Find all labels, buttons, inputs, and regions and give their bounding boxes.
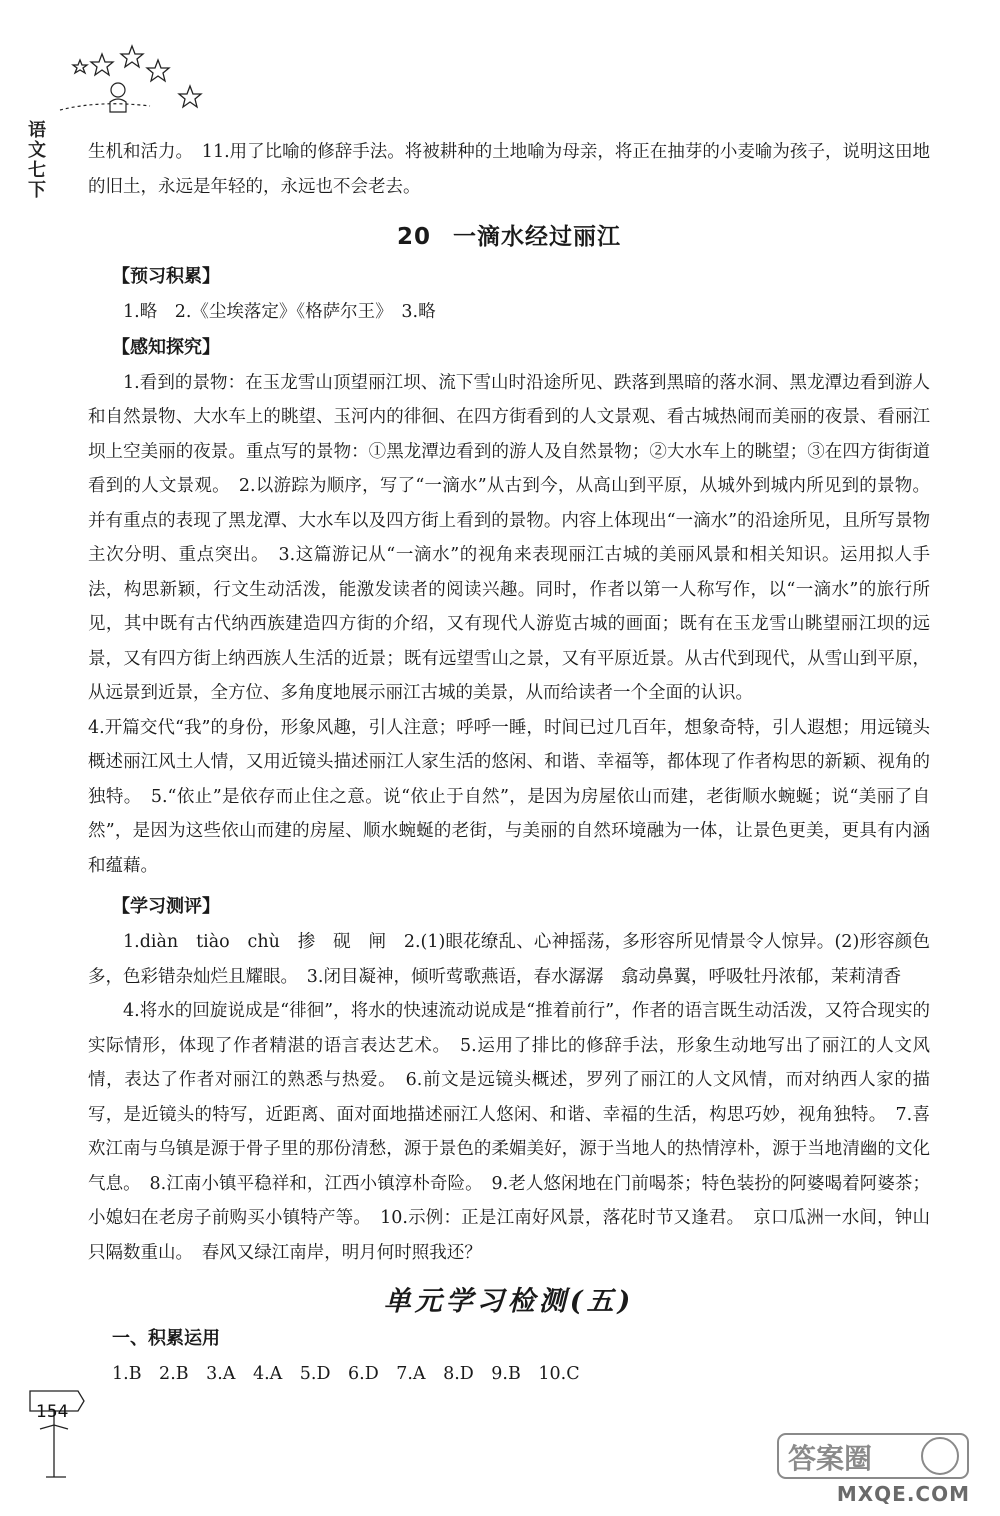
preview-answers: 1.略 2.《尘埃落定》《格萨尔王》 3.略 bbox=[123, 302, 436, 322]
unit-title: 单元学习检测(五) bbox=[383, 1286, 635, 1317]
lesson-number: 20 bbox=[396, 224, 431, 250]
main-content bbox=[88, 135, 930, 1390]
unit-answers: 1.B 2.B 3.A 4.A 5.D 6.D 7.A 8.D 9.B 10.C bbox=[112, 1364, 580, 1384]
stars-decoration-icon bbox=[40, 40, 210, 120]
section-heading-explore: 【感知探究】 bbox=[112, 336, 220, 358]
lesson-title bbox=[88, 218, 930, 251]
intro-paragraph: 生机和活力。 11.用了比喻的修辞手法。将被耕种的土地喻为母亲，将正在抽芽的小麦喻为孩子，说明这田地的旧土，永远是年轻的，永远也不会老去。 bbox=[88, 142, 930, 197]
lesson-title-text: 一滴水经过丽江 bbox=[453, 224, 621, 250]
assess-paragraph-1: 1.diàn tiào chù 掺 砚 闸 2.(1)眼花缭乱、心神摇荡，多形容所见情景令人惊异。(2)形容颜色多，色彩错杂灿烂且耀眼。 3.闭目凝神，倾听莺歌燕语，春水潺潺 翕动鼻翼，呼吸牡丹浓郁，茉莉清香 bbox=[88, 932, 930, 987]
section-heading-assess: 【学习测评】 bbox=[112, 896, 220, 917]
explore-paragraph-1: 1.看到的景物：在玉龙雪山顶望丽江坝、流下雪山时沿途所见、跌落到黑暗的落水洞、黑龙潭边看到游人和自然景物、大水车上的眺望、玉河内的徘徊、在四方街看到的人文景观、看古城热闹而美丽的夜景、看丽江坝上空美丽的夜景。重点写的景物：①黑龙潭边看到的游人及自然景物；②大水车上的眺望；③在四方街街道看到的人文景观。 2.以游踪为顺序，写了“一滴水”从古到今，从高山到平原，从城外到城内所见到的景物。并有重点的表现了黑龙潭、大水车以及四方街上看到的景物。内容上体现出“一滴水”的沿途所见，且所写景物主次分明、重点突出。 3.这篇游记从“一滴水”的视角来表现丽江古城的美丽风景和相关知识。运用拟人手法，构思新颖，行文生动活泼，能激发读者的阅读兴趣。同时，作者以第一人称写作，以“一滴水”的旅行所见，其中既有古代纳西族建造四方街的介绍，又有现代人游览古城的画面；既有在玉龙雪山眺望丽江坝的远景，又有四方街上纳西族人生活的近景；既有远望雪山之景，又有平原近景。从古代到现代，从雪山到平原，从远景到近景，全方位、多角度地展示丽江古城的美景，从而给读者一个全面的认识。 bbox=[88, 372, 930, 703]
watermark-url: MXQE.COM bbox=[836, 1482, 970, 1506]
cartoon-child-icon bbox=[60, 83, 150, 112]
side-label: 语文七下 bbox=[25, 120, 46, 200]
explore-paragraph-2: 4.开篇交代“我”的身份，形象风趣，引人注意；呼呼一睡，时间已过几百年，想象奇特，引人遐想；用远镜头概述丽江风土人情，又用近镜头描述丽江人家生活的悠闲、和谐、幸福等，都体现了作者构思的新颖、视角的独特。 5.“依止”是依存而止住之意。说“依止于自然”，是因为房屋依山而建，老街顺水蜿蜒；说“美丽了自然”，是因为这些依山而建的房屋、顺水蜿蜒的老街，与美丽的自然环境融为一体，让景色更美，更具有内涵和蕴藉。 bbox=[88, 717, 930, 876]
section-heading-preview: 【预习积累】 bbox=[112, 266, 220, 287]
assess-paragraph-2: 4.将水的回旋说成是“徘徊”，将水的快速流动说成是“推着前行”，作者的语言既生动活泼，又符合现实的实际情形，体现了作者精湛的语言表达艺术。 5.运用了排比的修辞手法，形象生动地写出了丽江的人文风情，表达了作者对丽江的熟悉与热爱。 6.前文是远镜头概述，罗列了丽江的人文风情，而对纳西人家的描写，是近镜头的特写，近距离、面对面地描述丽江人悠闲、和谐、幸福的生活，构思巧妙，视角独特。 7.喜欢江南与乌镇是源于骨子里的那份清愁，源于景色的柔媚美好，源于当地人的热情淳朴，源于当地清幽的文化气息。 8.江南小镇平稳祥和，江西小镇淳朴奇险。 9.老人悠闲地在门前喝茶；特色装扮的阿婆喝着阿婆茶；小媳妇在老房子前购买小镇特产等。 10.示例：正是江南好风景，落花时节又逢君。 京口瓜洲一水间，钟山只隔数重山。 春风又绿江南岸，明月何时照我还？ bbox=[88, 1001, 930, 1263]
svg-text:答案圈: 答案圈 bbox=[788, 1442, 873, 1475]
unit-section-heading: 一、积累运用 bbox=[112, 1328, 220, 1349]
page-number: 154 bbox=[36, 1402, 69, 1422]
